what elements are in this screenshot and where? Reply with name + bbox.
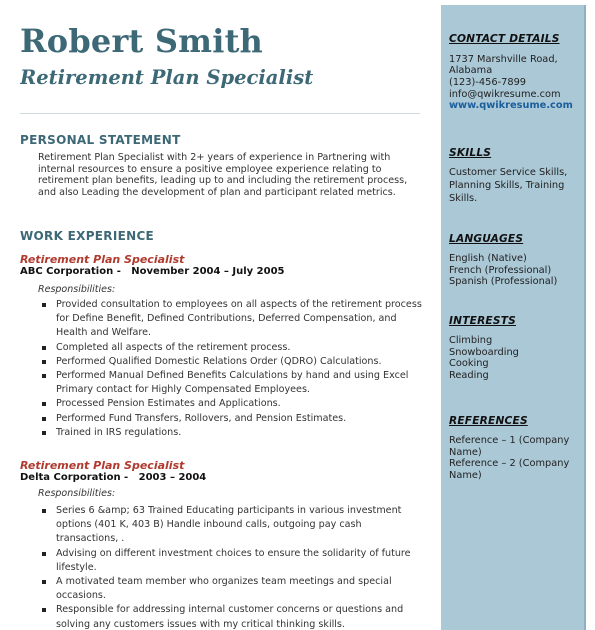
bullet-icon [42,360,46,364]
list-item: Advising on different investment choices to ensure the solidarity of future lifestyle. [56,547,422,575]
interest-item: Climbing [449,335,493,346]
personal-statement-text: Retirement Plan Specialist with 2+ years of experience in Partnering with internal resources to ensure a positive employee experience relating to retirement plan benefits, leading up to and including the retirement process, and also Leading the development of plan and participant related metrics. [38,152,408,198]
resume-main-column [20,0,422,630]
candidate-name: Robert Smith [20,22,264,60]
contact-address-line1: 1737 Marshville Road, [449,54,558,65]
job-title: Retirement Plan Specialist [20,253,185,266]
list-item: Responsible for addressing internal customer concerns or questions and solving any customers issues with my critical thinking skills. [56,603,422,630]
interest-item: Snowboarding [449,347,519,358]
list-item: Series 6 &amp; 63 Trained Educating participants in various investment options (401 K, 403 B) Handle inbound calls, outgoing pay cash transactions, . [56,504,422,547]
reference-item: Reference – 2 (Company Name) [449,458,570,481]
contact-website-link[interactable]: www.qwikresume.com [449,100,573,111]
reference-item: Reference – 1 (Company Name) [449,435,570,458]
personal-statement-heading: PERSONAL STATEMENT [20,133,181,147]
job-company-dates: Delta Corporation - 2003 – 2004 [20,472,207,483]
list-item: Completed all aspects of the retirement process. [56,341,422,355]
list-item: Performed Qualified Domestic Relations Order (QDRO) Calculations. [56,355,422,369]
bullet-icon [42,374,46,378]
languages-heading: LANGUAGES [449,233,524,245]
language-item: English (Native) [449,253,527,264]
language-item: Spanish (Professional) [449,276,558,287]
interests-heading: INTERESTS [449,315,516,327]
bullet-icon [42,417,46,421]
job-company-dates: ABC Corporation - November 2004 – July 2005 [20,266,285,277]
bullet-icon [42,303,46,307]
list-item: Trained in IRS regulations. [56,426,422,440]
references-heading: REFERENCES [449,415,528,427]
bullet-icon [42,431,46,435]
candidate-title: Retirement Plan Specialist [20,66,314,89]
responsibilities-label: Responsibilities: [38,284,116,295]
skills-heading: SKILLS [449,147,492,159]
bullet-icon [42,552,46,556]
contact-phone: (123)-456-7899 [449,77,527,88]
list-item: A motivated team member who organizes team meetings and special occasions. [56,575,422,603]
bullet-icon [42,608,46,612]
interest-item: Reading [449,370,489,381]
job-responsibilities-list [56,504,422,630]
contact-details-heading: CONTACT DETAILS [449,33,560,45]
list-item: Processed Pension Estimates and Applications. [56,397,422,411]
bullet-icon [42,346,46,350]
bullet-icon [42,509,46,513]
list-item: Provided consultation to employees on all aspects of the retirement process for Define Benefit, Defined Contributions, Deferred Compensation, and Health and Welfare. [56,298,422,341]
language-item: French (Professional) [449,265,552,276]
list-item: Performed Fund Transfers, Rollovers, and Pension Estimates. [56,412,422,426]
interest-item: Cooking [449,358,489,369]
contact-email[interactable]: info@qwikresume.com [449,89,561,100]
work-experience-heading: WORK EXPERIENCE [20,229,155,243]
responsibilities-label: Responsibilities: [38,488,116,499]
job-title: Retirement Plan Specialist [20,459,185,472]
contact-address-line2: Alabama [449,65,493,76]
header-divider [20,113,420,114]
job-responsibilities-list [56,298,422,440]
list-item: Performed Manual Defined Benefits Calculations by hand and using Excel Primary contact for Highly Compensated Employees. [56,369,422,397]
bullet-icon [42,580,46,584]
sidebar-edge-divider [584,5,586,630]
bullet-icon [42,402,46,406]
skills-text: Customer Service Skills, Planning Skills, Training Skills. [449,167,568,204]
resume-sidebar [441,5,586,630]
